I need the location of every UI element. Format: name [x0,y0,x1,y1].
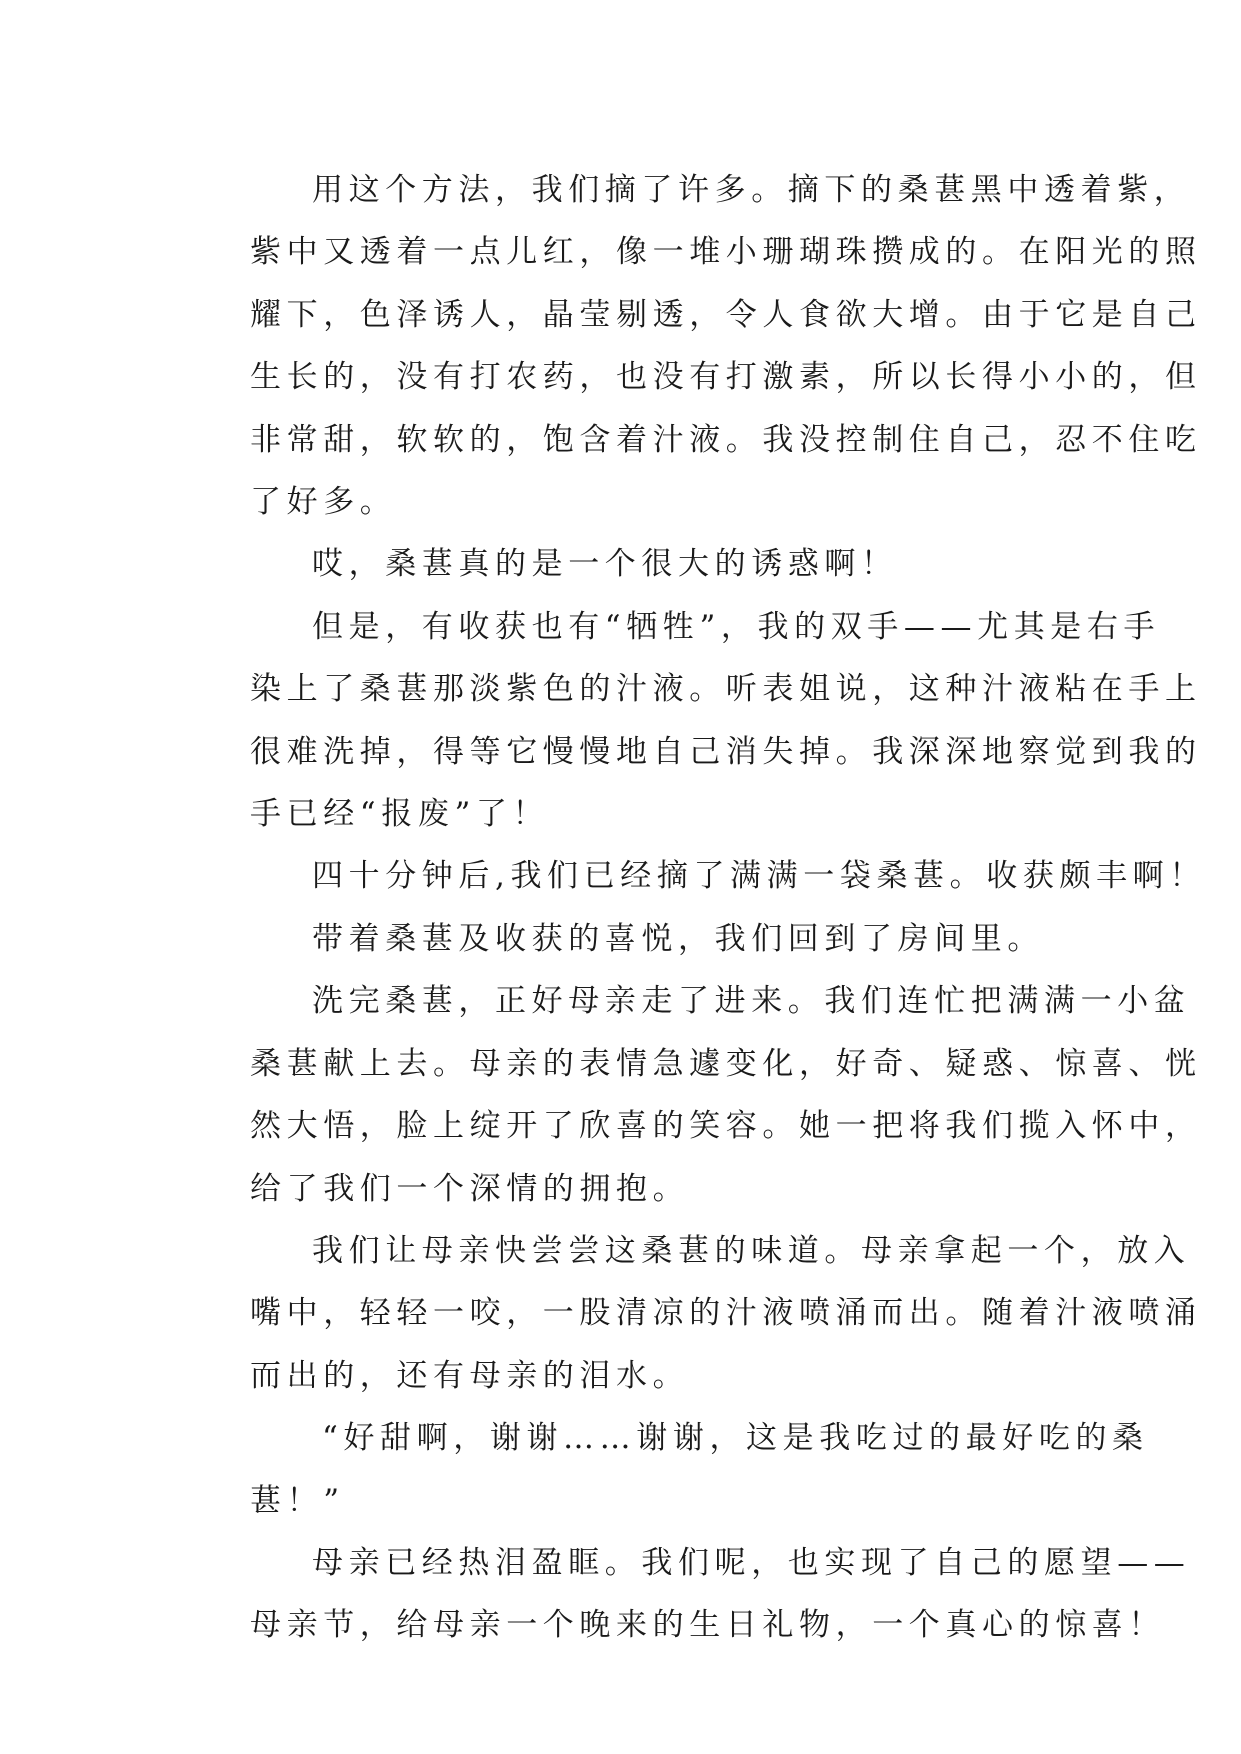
text-line: 用这个方法，我们摘了许多。摘下的桑葚黑中透着紫， [312,172,1191,208]
paragraph-4 [188,845,1206,907]
text-line: 桑葚献上去。母亲的表情急遽变化，好奇、疑惑、惊喜、恍 [250,1045,1202,1082]
text-line: 给了我们一个深情的拥抱。 [250,1170,690,1207]
text-line: 很难洗掉，得等它慢慢地自己消失掉。我深深地察觉到我的 [250,733,1202,770]
paragraph-5 [188,908,1068,970]
text-line: 嘴中，轻轻一咬，一股清凉的汁液喷涌而出。随着汁液喷涌 [250,1295,1202,1332]
document-body [188,159,1206,1657]
paragraph-8-quote [188,1407,1149,1532]
text-line: 洗完桑葚，正好母亲走了进来。我们连忙把满满一小盆 [312,983,1191,1020]
text-line: 紫中又透着一点儿红，像一堆小珊瑚珠攒成的。在阳光的照 [250,234,1202,271]
text-line: 染上了桑葚那淡紫色的汁液。听表姐说，这种汁液粘在手上 [250,671,1202,708]
paragraph-9 [188,1532,1191,1657]
paragraph-7 [188,1220,1202,1407]
paragraph-1 [188,159,1202,533]
text-line: 四十分钟后,我们已经摘了满满一袋桑葚。收获颇丰啊！ [312,858,1206,895]
paragraph-3 [188,596,1202,846]
text-line: 母亲节，给母亲一个晚来的生日礼物，一个真心的惊喜！ [250,1607,1165,1644]
text-line: 但是，有收获也有“牺牲”，我的双手——尤其是右手 [312,608,1161,645]
text-line: 母亲已经热泪盈眶。我们呢，也实现了自己的愿望—— [312,1544,1191,1581]
text-line: 哎，桑葚真的是一个很大的诱惑啊！ [312,546,898,583]
paragraph-6 [188,970,1202,1220]
text-line: 而出的，还有母亲的泪水。 [250,1357,690,1394]
text-line: 然大悟，脸上绽开了欣喜的笑容。她一把将我们揽入怀中， [250,1108,1202,1145]
text-line: 带着桑葚及收获的喜悦，我们回到了房间里。 [312,920,1044,957]
text-line: 非常甜，软软的，饱含着汁液。我没控制住自己，忍不住吃 [250,421,1202,458]
text-line: “好甜啊，谢谢……谢谢，这是我吃过的最好吃的桑 [322,1420,1149,1457]
text-line: 手已经“报废”了！ [250,796,550,833]
text-line: 葚！” [250,1482,345,1519]
paragraph-2 [188,533,1068,595]
text-line: 了好多。 [250,484,397,521]
text-line: 耀下，色泽诱人，晶莹剔透，令人食欲大增。由于它是自己 [250,296,1202,333]
text-line: 生长的，没有打农药，也没有打激素，所以长得小小的，但 [250,359,1202,396]
text-line: 我们让母亲快尝尝这桑葚的味道。母亲拿起一个，放入 [312,1232,1191,1269]
